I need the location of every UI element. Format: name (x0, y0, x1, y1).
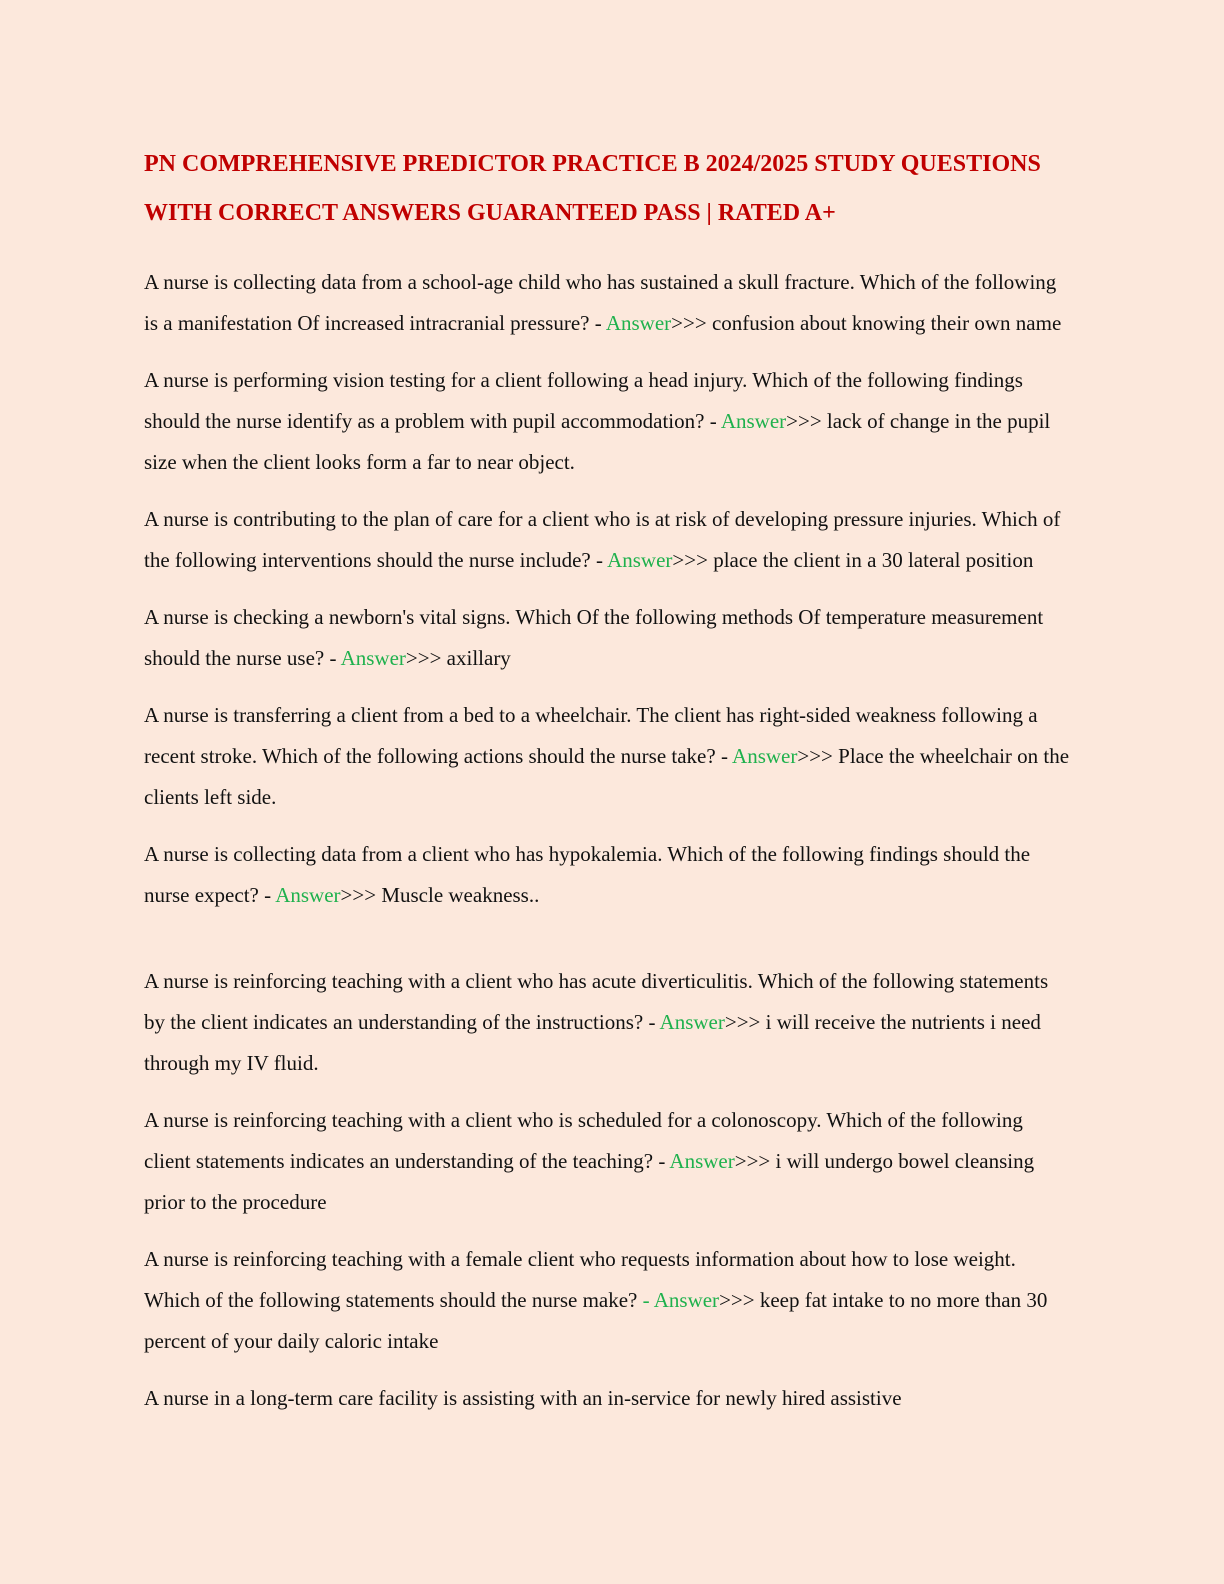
answer-separator: - (324, 646, 341, 670)
answer-text: lack of change in the pupil size when the client looks form a far to near object. (144, 409, 1051, 474)
answer-text: keep fat intake to no more than 30 percent of your daily caloric intake (144, 1288, 1048, 1353)
answer-marker: >>> (797, 744, 833, 768)
answer-label: Answer (732, 744, 798, 768)
answer-separator: - (642, 1288, 654, 1312)
answer-separator: - (258, 883, 276, 907)
answer-text: i will receive the nutrients i need through my IV fluid. (144, 1010, 1041, 1075)
answer-label: Answer (659, 1010, 725, 1034)
answer-separator: - (590, 548, 608, 572)
question-text: A nurse is collecting data from a client who has hypokalemia. Which of the following findings should the nurse expect? (144, 842, 1031, 907)
qa-item (144, 961, 1074, 1084)
question-text: A nurse is reinforcing teaching with a female client who requests information about how to lose weight. Which of the following statements should the nurse make? (144, 1247, 1016, 1312)
question-text: A nurse is collecting data from a school-age child who has sustained a skull fracture. Which of the following is a manifestation Of increased intracranial pressure? (144, 270, 1057, 335)
question-text: A nurse is checking a newborn's vital signs. Which Of the following methods Of temperature measurement should the nurse use? (144, 605, 1044, 670)
answer-label: Answer (607, 548, 673, 572)
answer-label: Answer (669, 1149, 735, 1173)
qa-item (144, 1239, 1074, 1362)
answer-marker: >>> (734, 1149, 771, 1173)
question-text: A nurse is transferring a client from a bed to a wheelchair. The client has right-sided weakness following a recent stroke. Which of the following actions should the nurse take? (144, 703, 1038, 768)
answer-separator: - (715, 744, 733, 768)
answer-text: Place the wheelchair on the clients left side. (144, 744, 1070, 809)
answer-separator: - (643, 1010, 660, 1034)
answer-text: i will undergo bowel cleansing prior to the procedure (144, 1149, 1035, 1214)
answer-label: Answer (340, 646, 406, 670)
qa-item (144, 262, 1074, 344)
answer-marker: >>> (719, 1288, 755, 1312)
answer-separator: - (704, 409, 721, 433)
qa-item (144, 695, 1074, 818)
answer-marker: >>> (405, 646, 442, 670)
question-text: A nurse is reinforcing teaching with a client who has acute diverticulitis. Which of the following statements by the client indicates an understanding of the instructions? (144, 969, 1049, 1034)
qa-item (144, 597, 1074, 679)
qa-item (144, 1100, 1074, 1223)
question-text: A nurse is contributing to the plan of care for a client who is at risk of developing pressure injuries. Which of the following interventions should the nurse include? (144, 507, 1061, 572)
question-text: A nurse is reinforcing teaching with a client who is scheduled for a colonoscopy. Which of the following client statements indicates an understanding of the teaching? (144, 1108, 1023, 1173)
qa-item (144, 360, 1074, 483)
answer-label: Answer (653, 1288, 720, 1312)
answer-text: place the client in a 30 lateral position (713, 548, 1034, 572)
answer-text: confusion about knowing their own name (711, 311, 1062, 335)
answer-text: axillary (446, 646, 511, 670)
answer-label: Answer (720, 409, 787, 433)
answer-label: Answer (605, 311, 672, 335)
qa-item (144, 834, 1074, 916)
qa-item (144, 499, 1074, 581)
answer-marker: >>> (786, 409, 822, 433)
document-title: PN COMPREHENSIVE PREDICTOR PRACTICE B 2024/2025 STUDY QUESTIONS WITH CORRECT ANSWERS GUARANTEED PASS | RATED A+ (144, 151, 1041, 226)
answer-marker: >>> (671, 311, 707, 335)
answer-label: Answer (275, 883, 341, 907)
answer-marker: >>> (340, 883, 377, 907)
answer-separator: - (589, 311, 606, 335)
question-text: A nurse is performing vision testing for a client following a head injury. Which of the following findings should the nurse identify as a problem with pupil accommodation? (144, 368, 1023, 433)
answer-text: Muscle weakness.. (381, 883, 540, 907)
trailing-paragraph: A nurse in a long-term care facility is assisting with an in-service for newly hired assistive (144, 1386, 902, 1410)
answer-marker: >>> (672, 548, 708, 572)
answer-separator: - (653, 1149, 670, 1173)
answer-marker: >>> (724, 1010, 761, 1034)
